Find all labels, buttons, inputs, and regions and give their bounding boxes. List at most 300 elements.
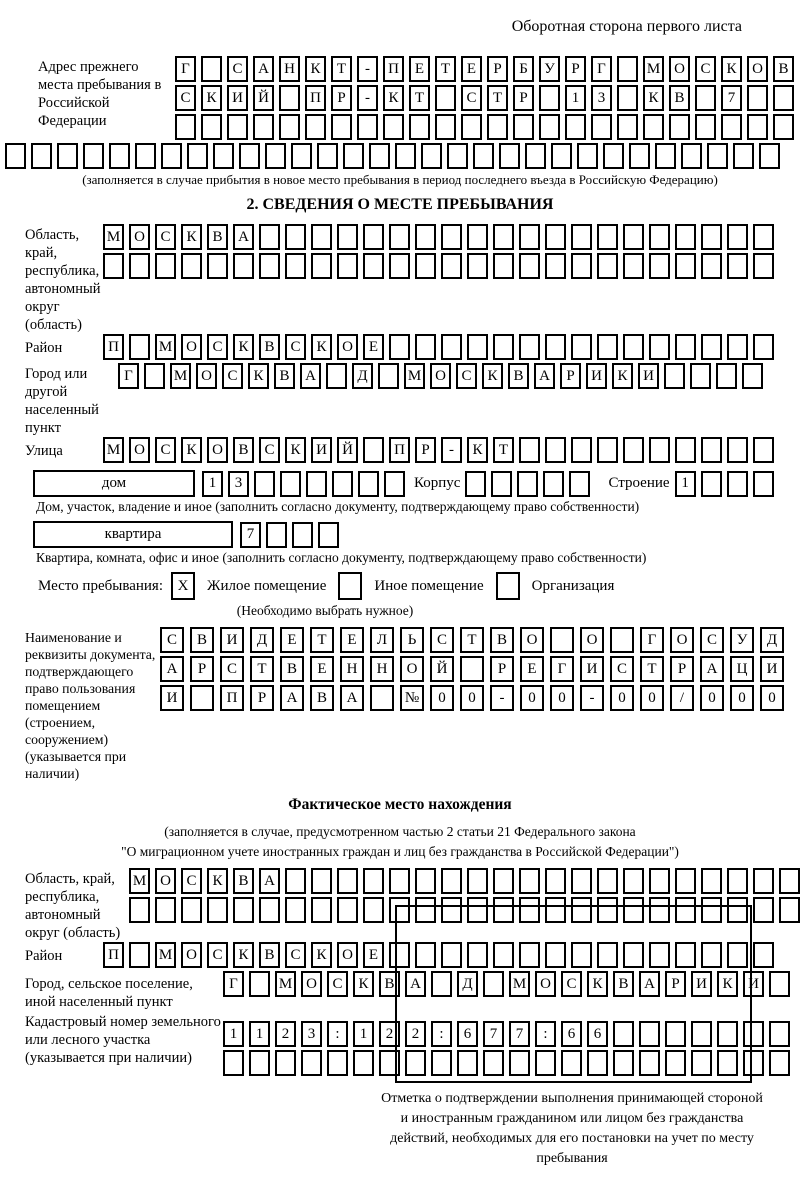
checkbox-residential[interactable]: X [171,572,195,600]
char-cell[interactable]: К [207,868,228,894]
char-cell[interactable] [357,114,378,140]
char-cell[interactable]: Н [340,656,364,682]
char-cell[interactable] [769,1021,790,1047]
char-cell[interactable]: К [311,942,332,968]
char-cell[interactable] [207,897,228,923]
char-cell[interactable]: К [612,363,633,389]
char-cell[interactable]: И [586,363,607,389]
char-cell[interactable]: 0 [610,685,634,711]
char-cell[interactable] [513,114,534,140]
char-cell[interactable]: О [747,56,768,82]
char-cell[interactable]: К [353,971,374,997]
char-cell[interactable] [370,685,394,711]
char-cell[interactable]: Л [370,627,394,653]
char-cell[interactable]: Д [352,363,373,389]
char-cell[interactable]: П [383,56,404,82]
char-cell[interactable] [695,114,716,140]
char-cell[interactable]: Т [250,656,274,682]
char-cell[interactable] [259,253,280,279]
char-cell[interactable]: 7 [721,85,742,111]
char-cell[interactable] [539,114,560,140]
char-cell[interactable]: С [610,656,634,682]
char-cell[interactable] [519,868,540,894]
char-cell[interactable] [213,143,234,169]
char-cell[interactable]: К [721,56,742,82]
char-cell[interactable] [487,114,508,140]
char-cell[interactable]: Й [337,437,358,463]
char-cell[interactable] [280,471,301,497]
char-cell[interactable]: Б [513,56,534,82]
char-cell[interactable] [701,334,722,360]
char-cell[interactable] [773,114,794,140]
char-cell[interactable] [597,334,618,360]
char-cell[interactable] [227,114,248,140]
char-cell[interactable] [285,868,306,894]
char-cell[interactable] [727,868,748,894]
char-cell[interactable] [181,253,202,279]
char-cell[interactable] [337,253,358,279]
char-cell[interactable] [291,143,312,169]
char-cell[interactable]: А [160,656,184,682]
char-cell[interactable] [129,897,150,923]
char-cell[interactable] [467,334,488,360]
char-cell[interactable]: О [207,437,228,463]
char-cell[interactable] [175,114,196,140]
char-cell[interactable] [343,143,364,169]
char-cell[interactable]: Р [513,85,534,111]
char-cell[interactable]: Ь [400,627,424,653]
char-cell[interactable]: Г [591,56,612,82]
char-cell[interactable] [155,897,176,923]
char-cell[interactable] [465,471,486,497]
char-cell[interactable] [545,868,566,894]
char-cell[interactable] [161,143,182,169]
char-cell[interactable] [493,334,514,360]
char-cell[interactable] [742,363,763,389]
char-cell[interactable] [363,253,384,279]
char-cell[interactable]: С [175,85,196,111]
char-cell[interactable]: К [233,942,254,968]
char-cell[interactable] [337,224,358,250]
char-cell[interactable] [753,897,774,923]
char-cell[interactable] [181,897,202,923]
char-cell[interactable]: - [441,437,462,463]
char-cell[interactable]: Т [331,56,352,82]
char-cell[interactable]: Д [760,627,784,653]
char-cell[interactable] [279,114,300,140]
char-cell[interactable]: 6 [587,1021,608,1047]
char-cell[interactable] [623,334,644,360]
char-cell[interactable]: Р [565,56,586,82]
char-cell[interactable]: 0 [700,685,724,711]
char-cell[interactable]: О [129,224,150,250]
char-cell[interactable] [337,868,358,894]
char-cell[interactable] [358,471,379,497]
checkbox-other-premise[interactable] [338,572,362,600]
char-cell[interactable] [239,143,260,169]
char-cell[interactable] [517,471,538,497]
char-cell[interactable]: Е [363,334,384,360]
char-cell[interactable] [233,253,254,279]
char-cell[interactable]: И [311,437,332,463]
char-cell[interactable]: И [691,971,712,997]
char-cell[interactable]: В [310,685,334,711]
char-cell[interactable] [83,143,104,169]
char-cell[interactable] [259,224,280,250]
char-cell[interactable]: Е [520,656,544,682]
char-cell[interactable] [467,253,488,279]
char-cell[interactable]: 6 [561,1021,582,1047]
char-cell[interactable]: Р [665,971,686,997]
char-cell[interactable]: К [233,334,254,360]
char-cell[interactable] [254,471,275,497]
char-cell[interactable]: И [227,85,248,111]
char-cell[interactable] [190,685,214,711]
char-cell[interactable] [331,114,352,140]
char-cell[interactable]: С [561,971,582,997]
char-cell[interactable]: К [587,971,608,997]
char-cell[interactable]: М [643,56,664,82]
char-cell[interactable]: П [389,437,410,463]
char-cell[interactable] [499,143,520,169]
char-cell[interactable] [649,334,670,360]
char-cell[interactable] [383,114,404,140]
char-cell[interactable]: Й [253,85,274,111]
char-cell[interactable]: А [700,656,724,682]
char-cell[interactable] [664,363,685,389]
char-cell[interactable]: Г [640,627,664,653]
char-cell[interactable]: Р [487,56,508,82]
char-cell[interactable]: О [129,437,150,463]
char-cell[interactable] [421,143,442,169]
char-cell[interactable] [363,868,384,894]
char-cell[interactable] [747,85,768,111]
char-cell[interactable]: 2 [405,1021,426,1047]
char-cell[interactable] [435,114,456,140]
char-cell[interactable]: 7 [483,1021,504,1047]
char-cell[interactable]: 0 [460,685,484,711]
char-cell[interactable] [550,627,574,653]
char-cell[interactable] [623,868,644,894]
char-cell[interactable] [266,522,287,548]
char-cell[interactable]: М [155,334,176,360]
char-cell[interactable] [753,471,774,497]
char-cell[interactable] [701,471,722,497]
char-cell[interactable] [311,224,332,250]
char-cell[interactable] [753,942,774,968]
char-cell[interactable]: В [233,437,254,463]
char-cell[interactable]: К [305,56,326,82]
char-cell[interactable] [565,114,586,140]
char-cell[interactable]: В [259,334,280,360]
char-cell[interactable] [305,114,326,140]
char-cell[interactable]: Е [280,627,304,653]
char-cell[interactable]: 2 [275,1021,296,1047]
char-cell[interactable]: Г [175,56,196,82]
char-cell[interactable] [493,868,514,894]
char-cell[interactable]: 1 [565,85,586,111]
char-cell[interactable] [395,143,416,169]
char-cell[interactable] [363,224,384,250]
char-cell[interactable]: Н [370,656,394,682]
char-cell[interactable] [597,868,618,894]
char-cell[interactable] [378,363,399,389]
char-cell[interactable]: М [155,942,176,968]
char-cell[interactable] [441,253,462,279]
char-cell[interactable] [701,437,722,463]
char-cell[interactable]: О [181,334,202,360]
char-cell[interactable] [389,224,410,250]
char-cell[interactable] [610,627,634,653]
char-cell[interactable] [617,114,638,140]
char-cell[interactable]: М [275,971,296,997]
char-cell[interactable] [727,224,748,250]
char-cell[interactable]: А [639,971,660,997]
char-cell[interactable]: С [155,437,176,463]
char-cell[interactable]: О [155,868,176,894]
char-cell[interactable] [629,143,650,169]
char-cell[interactable]: Е [409,56,430,82]
char-cell[interactable] [669,114,690,140]
char-cell[interactable] [649,253,670,279]
char-cell[interactable]: С [220,656,244,682]
char-cell[interactable] [353,1050,374,1076]
char-cell[interactable] [409,114,430,140]
char-cell[interactable] [643,114,664,140]
char-cell[interactable] [187,143,208,169]
char-cell[interactable] [327,1050,348,1076]
char-cell[interactable]: С [227,56,248,82]
char-cell[interactable] [721,114,742,140]
char-cell[interactable] [603,143,624,169]
char-cell[interactable] [571,437,592,463]
char-cell[interactable]: М [404,363,425,389]
char-cell[interactable] [363,897,384,923]
char-cell[interactable]: М [509,971,530,997]
char-cell[interactable] [753,334,774,360]
char-cell[interactable]: Й [430,656,454,682]
char-cell[interactable] [773,85,794,111]
char-cell[interactable]: А [340,685,364,711]
char-cell[interactable]: С [181,868,202,894]
char-cell[interactable] [369,143,390,169]
char-cell[interactable] [733,143,754,169]
char-cell[interactable]: 6 [457,1021,478,1047]
char-cell[interactable]: - [357,56,378,82]
char-cell[interactable] [747,114,768,140]
char-cell[interactable]: Г [118,363,139,389]
char-cell[interactable] [519,253,540,279]
char-cell[interactable]: М [103,437,124,463]
char-cell[interactable] [201,56,222,82]
char-cell[interactable] [569,471,590,497]
char-cell[interactable] [675,253,696,279]
char-cell[interactable]: 2 [379,1021,400,1047]
char-cell[interactable]: 7 [240,522,261,548]
char-cell[interactable] [129,253,150,279]
char-cell[interactable] [109,143,130,169]
char-cell[interactable] [415,224,436,250]
char-cell[interactable] [701,224,722,250]
char-cell[interactable]: Р [490,656,514,682]
char-cell[interactable]: Д [457,971,478,997]
char-cell[interactable] [623,224,644,250]
char-cell[interactable]: Н [279,56,300,82]
char-cell[interactable] [389,334,410,360]
char-cell[interactable]: В [613,971,634,997]
char-cell[interactable]: 1 [353,1021,374,1047]
char-cell[interactable]: Т [487,85,508,111]
char-cell[interactable] [318,522,339,548]
char-cell[interactable] [675,334,696,360]
char-cell[interactable]: П [103,942,124,968]
char-cell[interactable] [306,471,327,497]
char-cell[interactable]: А [280,685,304,711]
char-cell[interactable]: А [405,971,426,997]
char-cell[interactable]: О [301,971,322,997]
char-cell[interactable]: 3 [301,1021,322,1047]
char-cell[interactable]: П [103,334,124,360]
char-cell[interactable] [577,143,598,169]
char-cell[interactable] [292,522,313,548]
char-cell[interactable]: Р [415,437,436,463]
char-cell[interactable] [695,85,716,111]
char-cell[interactable]: О [337,334,358,360]
char-cell[interactable] [31,143,52,169]
char-cell[interactable] [233,897,254,923]
house-type-box[interactable]: дом [33,470,195,497]
char-cell[interactable]: А [534,363,555,389]
char-cell[interactable]: 0 [760,685,784,711]
char-cell[interactable] [201,114,222,140]
char-cell[interactable] [649,868,670,894]
char-cell[interactable]: В [274,363,295,389]
char-cell[interactable]: 0 [430,685,454,711]
char-cell[interactable]: Е [363,942,384,968]
char-cell[interactable]: М [103,224,124,250]
char-cell[interactable] [144,363,165,389]
char-cell[interactable] [519,437,540,463]
char-cell[interactable]: П [305,85,326,111]
char-cell[interactable] [311,253,332,279]
char-cell[interactable] [525,143,546,169]
char-cell[interactable]: 1 [202,471,223,497]
char-cell[interactable] [493,224,514,250]
char-cell[interactable]: К [482,363,503,389]
char-cell[interactable]: Р [250,685,274,711]
char-cell[interactable] [675,224,696,250]
char-cell[interactable]: И [638,363,659,389]
char-cell[interactable]: О [337,942,358,968]
char-cell[interactable] [493,253,514,279]
char-cell[interactable] [655,143,676,169]
apartment-type-box[interactable]: квартира [33,521,233,548]
char-cell[interactable] [539,85,560,111]
char-cell[interactable] [681,143,702,169]
char-cell[interactable]: И [743,971,764,997]
char-cell[interactable] [571,224,592,250]
char-cell[interactable]: С [456,363,477,389]
char-cell[interactable] [253,114,274,140]
char-cell[interactable]: К [285,437,306,463]
char-cell[interactable] [135,143,156,169]
char-cell[interactable]: А [233,224,254,250]
char-cell[interactable] [207,253,228,279]
char-cell[interactable] [447,143,468,169]
char-cell[interactable] [249,971,270,997]
char-cell[interactable] [129,334,150,360]
char-cell[interactable]: А [253,56,274,82]
char-cell[interactable]: Г [223,971,244,997]
char-cell[interactable]: С [155,224,176,250]
char-cell[interactable]: Р [190,656,214,682]
char-cell[interactable] [265,143,286,169]
char-cell[interactable]: Р [331,85,352,111]
char-cell[interactable] [57,143,78,169]
char-cell[interactable] [467,224,488,250]
char-cell[interactable]: Е [310,656,334,682]
char-cell[interactable]: Р [560,363,581,389]
char-cell[interactable]: Р [670,656,694,682]
char-cell[interactable] [545,224,566,250]
char-cell[interactable]: С [430,627,454,653]
char-cell[interactable] [311,897,332,923]
char-cell[interactable]: Т [640,656,664,682]
char-cell[interactable] [285,253,306,279]
char-cell[interactable] [716,363,737,389]
char-cell[interactable] [675,868,696,894]
char-cell[interactable]: Е [461,56,482,82]
char-cell[interactable] [415,868,436,894]
char-cell[interactable] [129,942,150,968]
char-cell[interactable]: И [220,627,244,653]
char-cell[interactable]: М [129,868,150,894]
char-cell[interactable] [249,1050,270,1076]
char-cell[interactable] [649,437,670,463]
char-cell[interactable] [467,868,488,894]
char-cell[interactable] [753,868,774,894]
char-cell[interactable]: К [181,437,202,463]
char-cell[interactable]: С [222,363,243,389]
char-cell[interactable]: К [201,85,222,111]
char-cell[interactable]: : [327,1021,348,1047]
char-cell[interactable]: И [580,656,604,682]
char-cell[interactable]: С [285,942,306,968]
char-cell[interactable]: С [259,437,280,463]
char-cell[interactable]: 7 [509,1021,530,1047]
char-cell[interactable]: - [490,685,514,711]
char-cell[interactable] [551,143,572,169]
char-cell[interactable] [326,363,347,389]
char-cell[interactable] [545,253,566,279]
char-cell[interactable] [259,897,280,923]
char-cell[interactable] [571,334,592,360]
char-cell[interactable]: В [669,85,690,111]
char-cell[interactable] [690,363,711,389]
char-cell[interactable]: О [430,363,451,389]
char-cell[interactable] [543,471,564,497]
char-cell[interactable] [519,224,540,250]
char-cell[interactable]: У [730,627,754,653]
char-cell[interactable] [285,897,306,923]
char-cell[interactable] [597,437,618,463]
char-cell[interactable] [519,334,540,360]
char-cell[interactable] [441,224,462,250]
char-cell[interactable]: Ц [730,656,754,682]
char-cell[interactable]: К [383,85,404,111]
char-cell[interactable]: П [220,685,244,711]
char-cell[interactable] [707,143,728,169]
